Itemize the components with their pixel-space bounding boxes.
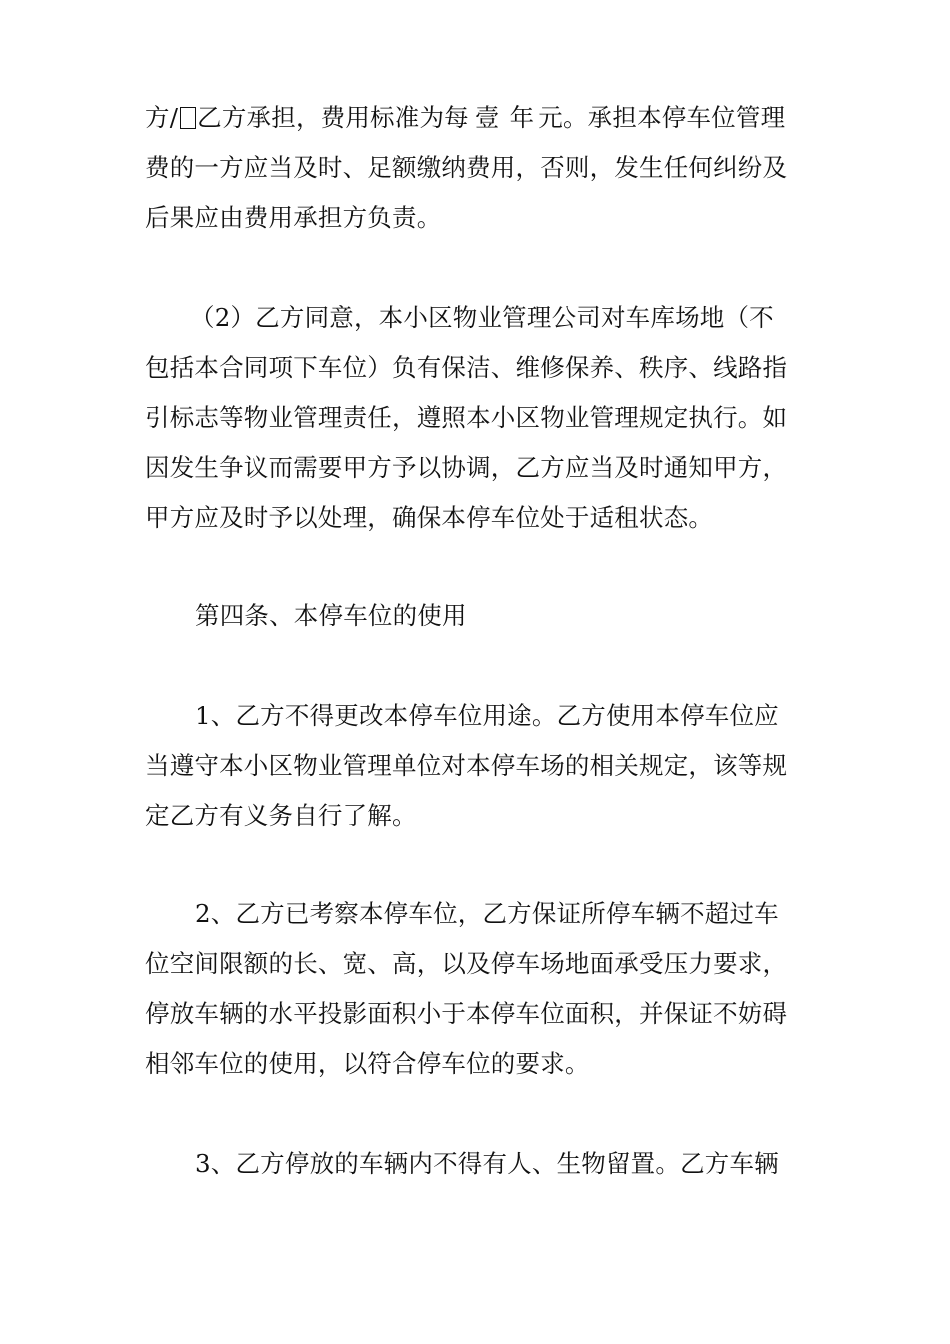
paragraph-1-line-1: [145, 101, 810, 135]
paragraph-4-line-3: 停放车辆的水平投影面积小于本停车位面积，并保证不妨碍: [145, 999, 788, 1028]
paragraph-4-line-1: 2、乙方已考察本停车位，乙方保证所停车辆不超过车: [195, 899, 779, 928]
checkbox-icon: [180, 107, 196, 129]
paragraph-5-line-1: 3、乙方停放的车辆内不得有人、生物留置。乙方车辆: [195, 1149, 779, 1178]
paragraph-2-line-3: 引标志等物业管理责任，遵照本小区物业管理规定执行。如: [145, 403, 788, 432]
fee-unit: 年: [509, 103, 535, 132]
fee-amount: 壹: [474, 103, 500, 132]
paragraph-4-line-2: 位空间限额的长、宽、高，以及停车场地面承受压力要求，: [145, 949, 788, 978]
paragraph-2-line-5: 甲方应及时予以处理，确保本停车位处于适租状态。: [145, 503, 714, 532]
section-heading: 第四条、本停车位的使用: [195, 601, 467, 630]
paragraph-3-line-1: 1、乙方不得更改本停车位用途。乙方使用本停车位应: [195, 701, 779, 730]
paragraph-1-line-3: 后果应由费用承担方负责。: [145, 203, 442, 232]
text-segment: 方/: [145, 103, 179, 132]
text-segment: 元。承担本停车位管理: [538, 103, 786, 132]
paragraph-3-line-2: 当遵守本小区物业管理单位对本停车场的相关规定，该等规: [145, 751, 788, 780]
paragraph-2-line-4: 因发生争议而需要甲方予以协调，乙方应当及时通知甲方，: [145, 453, 788, 482]
text-segment: 乙方承担，费用标准为每: [197, 103, 469, 132]
paragraph-3-line-3: 定乙方有义务自行了解。: [145, 801, 417, 830]
paragraph-2-line-1: （2）乙方同意，本小区物业管理公司对车库场地（不: [190, 303, 774, 332]
paragraph-4-line-4: 相邻车位的使用，以符合停车位的要求。: [145, 1049, 590, 1078]
paragraph-2-line-2: 包括本合同项下车位）负有保洁、维修保养、秩序、线路指: [145, 353, 788, 382]
paragraph-1-line-2: 费的一方应当及时、足额缴纳费用，否则，发生任何纠纷及: [145, 153, 788, 182]
